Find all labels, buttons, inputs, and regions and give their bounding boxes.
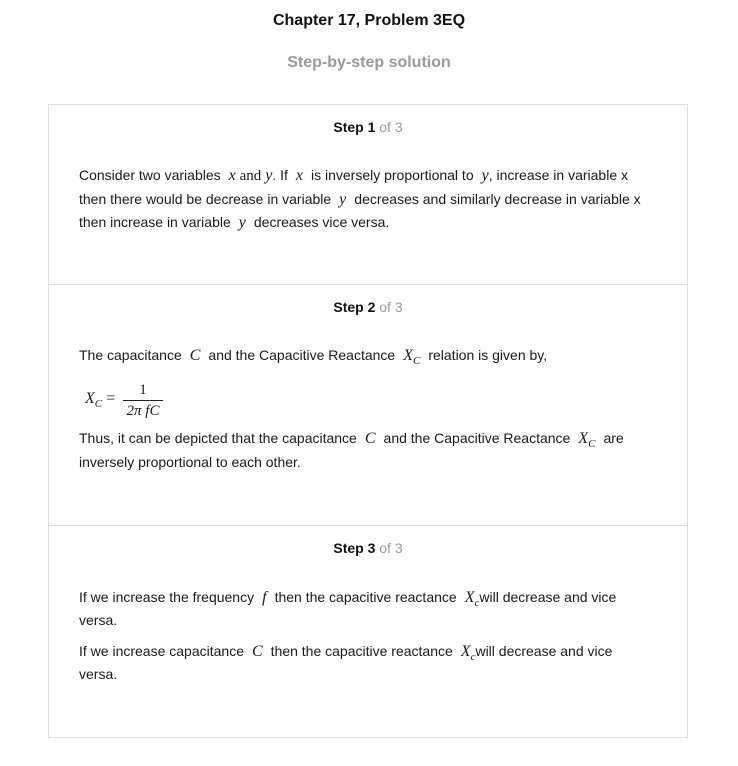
text: , increase in variable x [488,167,629,183]
step-3-header [49,540,687,556]
text: then there would be decrease in variable [79,191,332,207]
formula-denominator: 2π fC [126,403,160,419]
formula-fraction [123,381,163,420]
math-var: y [265,167,273,184]
text: . If [272,167,288,183]
step-3-of: of 3 [379,540,403,556]
step-2-conclusion [79,427,657,474]
math-var: y [481,167,489,184]
math-var: C [189,347,201,364]
text: decreases vice versa. [253,214,390,230]
formula-lhs: X [85,390,95,407]
step-1-line-2 [79,188,657,211]
step-3-label: Step 3 [333,540,376,556]
text: and the Capacitive Reactance [208,347,396,363]
text: The capacitance [79,347,182,363]
text: inversely proportional to each other. [79,454,301,470]
fraction-bar [123,400,163,401]
step-3-para-1 [79,586,657,632]
text: versa. [79,666,118,682]
text: relation is given by, [428,347,548,363]
math-var: y [238,214,246,231]
text: are [603,430,624,446]
math-text: and [239,168,262,184]
text: and the Capacitive Reactance [383,430,571,446]
math-var: X [578,430,589,447]
text: decreases and similarly decrease in variable x [354,191,641,207]
text: will decrease and vice [475,643,613,659]
text: Consider two variables [79,167,221,183]
step-1 [49,105,687,285]
math-var: X [464,589,475,606]
math-subscript: C [588,438,596,450]
text: versa. [79,612,118,628]
math-var: X [460,643,471,660]
step-1-header [49,119,687,135]
math-var: x [228,167,236,184]
text: is inversely proportional to [310,167,474,183]
step-1-label: Step 1 [333,119,376,135]
formula-equals: = [106,390,116,407]
step-2-of: of 3 [379,299,403,315]
math-var: f [262,589,267,606]
math-var: x [295,167,303,184]
page-title: Chapter 17, Problem 3EQ [272,12,466,29]
math-var: C [251,643,263,660]
formula-numerator: 1 [139,382,147,398]
text: Thus, it can be depicted that the capacitance [79,430,357,446]
step-1-line-1 [79,164,657,188]
step-2-header [49,299,687,315]
step-2 [49,285,687,526]
text: If we increase capacitance [79,643,244,659]
math-var: y [339,191,347,208]
solution-steps [48,104,688,738]
step-3 [49,526,687,737]
step-2-label: Step 2 [333,299,376,315]
math-subscript: c [474,597,480,609]
formula-lhs-subscript: C [94,398,103,410]
text: then the capacitive reactance [274,589,457,605]
text: then the capacitive reactance [270,643,453,659]
text: then increase in variable [79,214,231,230]
math-var: X [403,347,413,364]
math-subscript: C [412,355,421,367]
step-2-intro [79,344,657,367]
step-1-body [79,164,657,234]
text: If we increase the frequency [79,589,255,605]
step-1-of: of 3 [379,119,403,135]
text: will decrease and vice [479,589,617,605]
math-subscript: c [470,651,476,663]
step-1-line-3 [79,211,657,234]
step-3-para-2 [79,640,657,686]
math-var: C [364,430,376,447]
page-subtitle: Step-by-step solution [287,54,451,71]
